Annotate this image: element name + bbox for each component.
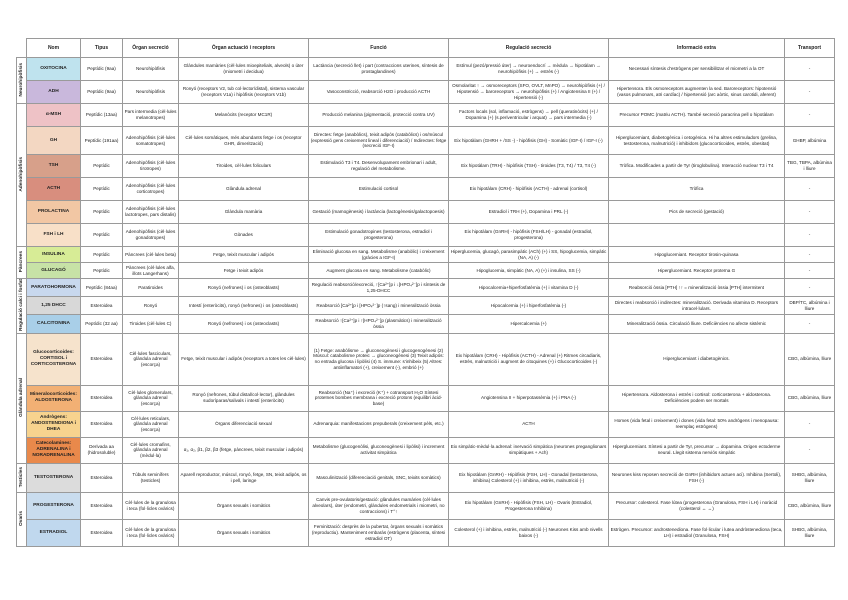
- table-body: [17, 58, 835, 547]
- transport-cell: SHBG, albúmina, lliure: [785, 463, 835, 492]
- group-label: Glàndula adrenal: [18, 377, 24, 417]
- transport-cell: -: [785, 224, 835, 247]
- organ-cell: Neurohipòfisis: [123, 58, 179, 81]
- header-nom: Nom: [27, 39, 81, 58]
- header-actuacio: Òrgan actuació i receptors: [179, 39, 309, 58]
- group-label-cell: [17, 104, 27, 247]
- actuacio-cell: Fetge, teixit muscular i adipós: [179, 247, 309, 263]
- actuacio-cell: Ronyó (nefrones) i os (osteoblasts): [179, 279, 309, 297]
- funcio-cell: Producció melanina (pigmentació, protecció contra UV): [309, 104, 449, 127]
- tipus-cell: Peptídic (191aa): [81, 127, 123, 155]
- table-row: [17, 155, 835, 178]
- nom-cell: Glucocorticoides: CORTISOL i CORTICOSTERONA: [27, 333, 81, 385]
- transport-cell: -: [785, 437, 835, 463]
- tipus-cell: Peptídic: [81, 201, 123, 224]
- actuacio-cell: α₁, α₂, β1, β2, β3 (fetge, pàncrees, teixit muscular i adipós): [179, 437, 309, 463]
- extra-cell: Hiperglucemiant, diabetogènica i cetogènica. Hi ha altres estimuladors (grelina, testosterona, malnutrició) i inhibidors (glucocorticoides, estrès, obesitat): [609, 127, 785, 155]
- organ-cell: Tiroides (cèl·lules C): [123, 315, 179, 333]
- extra-cell: Precursor POMC (matriu ACTH). També secreció paracrina pell o hipotàlam: [609, 104, 785, 127]
- hormone-table: [16, 38, 835, 547]
- nom-cell: PARATOHORMONA: [27, 279, 81, 297]
- tipus-cell: Esteroidea: [81, 333, 123, 385]
- extra-cell: Estrògen. Precursor: androstenediona. Fase fol·licular i lutea andròstenediona (teca, LH) i estradiol (Granulosa, FSH): [609, 519, 785, 546]
- table-row: [17, 58, 835, 81]
- extra-cell: Tròfica. Modificades a partir de Tyr (tiroglobulina). Interacció nuclear T3 i T4: [609, 155, 785, 178]
- transport-cell: -: [785, 81, 835, 104]
- group-label: Ovaris: [18, 510, 24, 526]
- regulacio-cell: Eix hipotàlam (TRH) - hipòfisis (TSH) - tiroides (T3, T4) / T3, T4 (-): [449, 155, 609, 178]
- transport-cell: -: [785, 178, 835, 201]
- nom-cell: ADH: [27, 81, 81, 104]
- table-row: [17, 411, 835, 437]
- organ-cell: Adenohipòfisis (cèl·lules tirotropes): [123, 155, 179, 178]
- extra-cell: [609, 224, 785, 247]
- organ-cell: Paratiroides: [123, 279, 179, 297]
- organ-cell: Pàncrees (cèl·lules alfa, illots Langerhans): [123, 263, 179, 279]
- table-row: [17, 385, 835, 411]
- extra-cell: Directes i reabsorció i indirectes: mineralització. Derivada vitamina D. Receptors intracel·lulars.: [609, 297, 785, 315]
- extra-cell: Homes (vida fetal i creixement) i dones (vida fetal: 50% andrògens i menopausa: reemplaç estrògens): [609, 411, 785, 437]
- actuacio-cell: Cèl·lules somàtiques, més abundants fetge i os (receptor GHR, dimerització): [179, 127, 309, 155]
- group-label-cell: [17, 492, 27, 546]
- organ-cell: Ronyó: [123, 297, 179, 315]
- funcio-cell: Eliminació glucosa en sang. Metabolisme (anabòlic) i creixement (gràcies a IGF-I): [309, 247, 449, 263]
- regulacio-cell: Hipoglucemia, simpàtic (NA, A) (+) i insulina, SS (-): [449, 263, 609, 279]
- actuacio-cell: Glàndula adrenal: [179, 178, 309, 201]
- group-label: Adenohipòfisis: [18, 156, 24, 192]
- table-row: [17, 247, 835, 263]
- tipus-cell: Peptídic (32 aa): [81, 315, 123, 333]
- funcio-cell: Feminització: desprès de la pubertat, òrgans sexuals i somàtics (reproductiu). Manteniment embarás (estrògens (placenta, síntesi estradiol OT): [309, 519, 449, 546]
- table-row: [17, 492, 835, 519]
- regulacio-cell: Eix simpàtic-mèdul·la adrenal: inervació simpàtica (neurones preganglionars simpàtiques + Ach): [449, 437, 609, 463]
- header-tipus: Tipus: [81, 39, 123, 58]
- nom-cell: OXITOCINA: [27, 58, 81, 81]
- regulacio-cell: Angiotensina II + hiperpotassèmia (+) i PNA (-): [449, 385, 609, 411]
- actuacio-cell: Tiroides, cèl·lules foliculars: [179, 155, 309, 178]
- transport-cell: -: [785, 247, 835, 263]
- extra-cell: Hipoglucemiant. Receptor tirosin-quinasa: [609, 247, 785, 263]
- organ-cell: Cèl·lules glomerulars, glàndula adrenal (escorça): [123, 385, 179, 411]
- regulacio-cell: ACTH: [449, 411, 609, 437]
- tipus-cell: Derivada aa (hidrosoluble): [81, 437, 123, 463]
- funcio-cell: Estimulació cortisol: [309, 178, 449, 201]
- regulacio-cell: Estradiol i TRH (+), Dopamina i PRL (-): [449, 201, 609, 224]
- extra-cell: Hipertensora. Els osmoreceptors augmenten la sed. Baroreceptors: hipotensió (vasos pulmonars, atri cardíac) / hipertensió (arc aòrtic, sinus carotidi, aferent): [609, 81, 785, 104]
- nom-cell: GLUCAGÓ: [27, 263, 81, 279]
- table-row: [17, 333, 835, 385]
- table-row: [17, 127, 835, 155]
- funcio-cell: Canvis pre-ovulatoris/gestació: glàndules mamàries (cèl·lules alveolars), úter (endometri, glàndules endometrials i miometri, no contraccions) i T°↑: [309, 492, 449, 519]
- nom-cell: FSH i LH: [27, 224, 81, 247]
- actuacio-cell: Glàndula mamària: [179, 201, 309, 224]
- organ-cell: Adenohipòfisis (cèl·lules corticotropes): [123, 178, 179, 201]
- extra-cell: Hiperglucemiant i diabetogènics.: [609, 333, 785, 385]
- actuacio-cell: Ronyó (nefrones) i os (osteoclasts): [179, 315, 309, 333]
- funcio-cell: Vasoconstricció, reabsorció H2O i producció ACTH: [309, 81, 449, 104]
- nom-cell: α-MSH: [27, 104, 81, 127]
- nom-cell: CALCITONINA: [27, 315, 81, 333]
- funcio-cell: (1) Fetge: anabòlisme → gluconeogènesi i glucogenogènesi (2) Múscul: catabolisme proteic → gluconeogènesi (3) Teixit adipós: no entrada glucosa i lipòlisi (4) S. immune: s’inhibeix (5) Altres: antiinflamatori (+), creixement (-), embrió (+): [309, 333, 449, 385]
- actuacio-cell: Fetge, teixit muscular i adipós (receptors a totes les cèl·lules): [179, 333, 309, 385]
- funcio-cell: Augment glucosa en sang. Metabolisme (catabòlic): [309, 263, 449, 279]
- extra-cell: Necessari síntesis d’estrògens per sensibilitzar el miometri a la OT: [609, 58, 785, 81]
- tipus-cell: Peptídic (9aa): [81, 58, 123, 81]
- regulacio-cell: Factors locals (sol, inflamació, estrògens) → pell (queratinòcits) (+) / Dopamina (+) (s.periventricular i arquat) → pars intermedia (-): [449, 104, 609, 127]
- organ-cell: Adenohipòfisis (cèl·lules gonadotropes): [123, 224, 179, 247]
- regulacio-cell: Hipocalcemia (+) i hiperfosfatèmia (-): [449, 297, 609, 315]
- nom-cell: PROGESTERONA: [27, 492, 81, 519]
- nom-cell: PROLACTINA: [27, 201, 81, 224]
- organ-cell: Cèl·lules reticulars, glàndula adrenal (escorça): [123, 411, 179, 437]
- nom-cell: INSULINA: [27, 247, 81, 263]
- group-label: Regulació calci i fosfat: [18, 279, 24, 331]
- funcio-cell: Masculinització (diferenciació genitals, SNC, teixits somàtics): [309, 463, 449, 492]
- header-extra: Informació extra: [609, 39, 785, 58]
- tipus-cell: Peptídic (84aa): [81, 279, 123, 297]
- header-funcio: Funció: [309, 39, 449, 58]
- nom-cell: Catecolamines: ADRENALINA i NORADRENALINA: [27, 437, 81, 463]
- regulacio-cell: Eix hipotàlam (GnRH) - Hipòfisis (FSH, LH) - Gonadal (testosterona, inhibina) Colesterol (+) i inhibina, estrès, malnutrició (-): [449, 463, 609, 492]
- table-row: [17, 104, 835, 127]
- organ-cell: Neurohipòfisis: [123, 81, 179, 104]
- header-organ: Òrgan secreció: [123, 39, 179, 58]
- table-row: [17, 178, 835, 201]
- transport-cell: -: [785, 315, 835, 333]
- regulacio-cell: Colesterol (+) i inhibina, estrès, malnutrició (-) Neurones Kiss amb nivells baixos (-): [449, 519, 609, 546]
- regulacio-cell: Eix hipotàlam (GnRH) - Hipòfisis (FSH, LH) - Ovaris (Estradiol, Progesterona Inhibina): [449, 492, 609, 519]
- table-row: [17, 201, 835, 224]
- organ-cell: Cèl·lules cromafins, glàndula adrenal (mèdul·la): [123, 437, 179, 463]
- extra-cell: Pics de secreció (gestació): [609, 201, 785, 224]
- extra-cell: Hipertensora. Aldosterona i estrès i cortisol: corticosterona + aldosterona. Deficiències podem ser mortals: [609, 385, 785, 411]
- extra-cell: Tròfica: [609, 178, 785, 201]
- extra-cell: Hiperglucemiant. Receptor proteïna G: [609, 263, 785, 279]
- transport-cell: CBG, albúmina, lliure: [785, 333, 835, 385]
- nom-cell: ACTH: [27, 178, 81, 201]
- group-label-cell: [17, 58, 27, 104]
- table-row: [17, 297, 835, 315]
- actuacio-cell: Òrgans sexuals i somàtics: [179, 519, 309, 546]
- organ-cell: Pàncrees (cèl·lules beta): [123, 247, 179, 263]
- actuacio-cell: Aparell reproductor, múscul, ronyó, fetge, SN, teixit adipós, os i pell, laringe: [179, 463, 309, 492]
- transport-cell: CBG, albúmina, lliure: [785, 385, 835, 411]
- funcio-cell: Reabsorció (Na⁺) i excreció (K⁺) + cotransport H₂O Síntesi proteïnes bombes membrana i excreció protons (equilibri àcid-base): [309, 385, 449, 411]
- actuacio-cell: Òrgans diferenciació sexual: [179, 411, 309, 437]
- transport-cell: GHBP, albúmina: [785, 127, 835, 155]
- transport-cell: CBG, albúmina, lliure: [785, 492, 835, 519]
- table-row: [17, 279, 835, 297]
- nom-cell: TESTOSTERONA: [27, 463, 81, 492]
- tipus-cell: Peptídic: [81, 247, 123, 263]
- funcio-cell: Regulació reabsorció/excreció, ↑[Ca²⁺]p i ↓[HPO₄²⁻]p i síntesis de 1,25-DHCC: [309, 279, 449, 297]
- table-row: [17, 519, 835, 546]
- transport-cell: SHBG, albúmina, lliure: [785, 519, 835, 546]
- nom-cell: Andrògens: ANDOSTENDIONA i DHEA: [27, 411, 81, 437]
- transport-cell: DBP/TC, albúmina i lliure: [785, 297, 835, 315]
- group-label-cell: [17, 463, 27, 492]
- funcio-cell: Estimulació gonadotropines (testosterona, estradiol i progesterona): [309, 224, 449, 247]
- transport-cell: -: [785, 279, 835, 297]
- tipus-cell: Esteroidea: [81, 411, 123, 437]
- transport-cell: -: [785, 201, 835, 224]
- organ-cell: Cèl·lules de la granulosa i teca (fol·licles ovàrics): [123, 519, 179, 546]
- header-transport: Transport: [785, 39, 835, 58]
- regulacio-cell: Eix hipotàlam (CRH) - Hipòfisis (ACTH) - Adrenal (+) Ritmes circadiaris, estrès, malnutrició i augment de citoquines (+) i Glucocorticoides (-): [449, 333, 609, 385]
- regulacio-cell: Estímul (pezó/pressió úter) → neuroendocrí → mèdula → hipotàlam → neurohipòfisis (+) → estrès (-): [449, 58, 609, 81]
- group-label: Pàncrees: [18, 250, 24, 273]
- funcio-cell: Reabsorció [Ca²⁺]p i [HPO₄²⁻]p (↑sang) i mineralització òssia: [309, 297, 449, 315]
- actuacio-cell: Òrgans sexuals i somàtics: [179, 492, 309, 519]
- transport-cell: -: [785, 263, 835, 279]
- extra-cell: Neurones kiss reposen secreció de GnRH (inhibidors actuen aci). Inhibina (Sertoli), FSH (-): [609, 463, 785, 492]
- regulacio-cell: Eix hipotàlam (GHRH + /SS -) - hipòfisis (GH) - Somàtic (IGF-I) / IGF-I (-): [449, 127, 609, 155]
- actuacio-cell: Intestí (enteròcits), ronyó (nefrones) i os (osteoblasts): [179, 297, 309, 315]
- tipus-cell: Esteroidea: [81, 463, 123, 492]
- actuacio-cell: Glàndules mamàries (cèl·lules mioepitelials, alveols) o úter (miometri i decidua): [179, 58, 309, 81]
- actuacio-cell: Gònades: [179, 224, 309, 247]
- actuacio-cell: Ronyó (receptors V2, tub col·lector/distal), sistema vascular (receptors V1a) i hipòfisis (receptors V1b): [179, 81, 309, 104]
- header-row: [17, 39, 835, 58]
- tipus-cell: Peptídic (9aa): [81, 81, 123, 104]
- organ-cell: Cèl·lules de la granulosa i teca (fol·licles ovàrics): [123, 492, 179, 519]
- group-label-cell: [17, 333, 27, 463]
- nom-cell: Mineralocorticoides: ALDOSTERONA: [27, 385, 81, 411]
- transport-cell: TBG, TBPA, albúmina i lliure: [785, 155, 835, 178]
- group-label-cell: [17, 279, 27, 334]
- funcio-cell: Directes: fetge (anabòlics), teixit adipós (catabòlics) i os/múscul (expressió gens creixement lineal i diferenciació) / Indirectes: fetge (secreció IGF-I): [309, 127, 449, 155]
- tipus-cell: Peptídic: [81, 263, 123, 279]
- transport-cell: -: [785, 58, 835, 81]
- hormone-table-wrapper: [16, 38, 834, 547]
- funcio-cell: Metabolisme (glucogenòlisi, gluconeogènesi i lipòlisi) i increment activitat simpàtica: [309, 437, 449, 463]
- funcio-cell: Adrenarquia: manifestacions prepuberals (creixement pèls, etc.): [309, 411, 449, 437]
- group-label: Testicles: [18, 466, 24, 487]
- regulacio-cell: Eix hipotàlam (CRH) - hipòfisis (ACTH) - adrenal (cortisol): [449, 178, 609, 201]
- actuacio-cell: Fetge i teixit adipós: [179, 263, 309, 279]
- tipus-cell: Esteroidea: [81, 297, 123, 315]
- table-row: [17, 263, 835, 279]
- organ-cell: Adenohipòfisis (cèl·lules somatotropes): [123, 127, 179, 155]
- table-row: [17, 81, 835, 104]
- nom-cell: ESTRADIOL: [27, 519, 81, 546]
- nom-cell: GH: [27, 127, 81, 155]
- nom-cell: 1,25 DHCC: [27, 297, 81, 315]
- regulacio-cell: Hipocalcemia+hiperfosfatèmia (+) i vitamina D (-): [449, 279, 609, 297]
- extra-cell: Hiperglucemiant. Síntesi a partir de Tyr, precursor → dopamina. Origen ectoderme neural. Llegit sistema nerviós simpàtic: [609, 437, 785, 463]
- group-label: Neurohipòfisis: [18, 62, 24, 97]
- organ-cell: Cèl·lules fasciculars, glàndula adrenal (escorça): [123, 333, 179, 385]
- table-row: [17, 437, 835, 463]
- extra-cell: Reabsorció òssia [PTH] ↑↑ = mineralització òssia [PTH] intermitent: [609, 279, 785, 297]
- actuacio-cell: Melanòcits (receptor MC1R): [179, 104, 309, 127]
- table-row: [17, 463, 835, 492]
- tipus-cell: Esteroidea: [81, 385, 123, 411]
- funcio-cell: Lactància (secreció llet) i part (contraccions uterines, síntesis de prostaglandines): [309, 58, 449, 81]
- funcio-cell: Estimulació T3 i T4. Desenvolupament embrionari i adult, regulació del metabolisme.: [309, 155, 449, 178]
- organ-cell: Pars intermedia (cèl·lules melanotropes): [123, 104, 179, 127]
- tipus-cell: Peptídic: [81, 155, 123, 178]
- table-row: [17, 224, 835, 247]
- regulacio-cell: Eix hipotàlam (GnRH) - hipòfisis (FSH/LH) - gonadal (estradiol, progesterona): [449, 224, 609, 247]
- funcio-cell: Reabsorció ↑[Ca²⁺]p i ↑[HPO₄²⁻]p (plasmàtics) i mineralització òssia: [309, 315, 449, 333]
- tipus-cell: Peptídic (13aa): [81, 104, 123, 127]
- actuacio-cell: Ronyó (nefrones, túbul distal/col·lector), glàndules sudoríparas/salivals i intestí (enteròcits): [179, 385, 309, 411]
- transport-cell: -: [785, 104, 835, 127]
- nom-cell: TSH: [27, 155, 81, 178]
- tipus-cell: Esteroidea: [81, 492, 123, 519]
- funcio-cell: Gestació (mamogènesis) i lactància (lactogènesis/galactopoesis): [309, 201, 449, 224]
- organ-cell: Adenohipòfisis (cèl·lules lactotropes, pars distalis): [123, 201, 179, 224]
- tipus-cell: Peptídic: [81, 178, 123, 201]
- regulacio-cell: Hipercalcemia (+): [449, 315, 609, 333]
- regulacio-cell: Hiperglucemia, glucagó, parasimpàtic (ACh) (+) i SS, hipoglucemia, simpàtic (NA, A) (-): [449, 247, 609, 263]
- organ-cell: Túbuls seminífers (testicles): [123, 463, 179, 492]
- table-row: [17, 315, 835, 333]
- transport-cell: -: [785, 411, 835, 437]
- tipus-cell: Peptídic: [81, 224, 123, 247]
- group-label-cell: [17, 247, 27, 279]
- extra-cell: Mineralització òssia. Circulació lliure. Deficiències no afecte sistèmic: [609, 315, 785, 333]
- regulacio-cell: Osmolaritat ↑ → osmoreceptors (SFO, OVLT, MnPO) → neurohipòfisis (+) / Hipotensió → baroreceptors → neurohipòfisis (+) / Angiotensina II (+) / Hipertensió (-): [449, 81, 609, 104]
- tipus-cell: Esteroidea: [81, 519, 123, 546]
- header-regulacio: Regulació secreció: [449, 39, 609, 58]
- header-blank: [17, 39, 27, 58]
- extra-cell: Precursor: colesterol. Fase lútea (progesterona (Granulosa, FSH i LH) i noràcid (colesterol ↔ ↔): [609, 492, 785, 519]
